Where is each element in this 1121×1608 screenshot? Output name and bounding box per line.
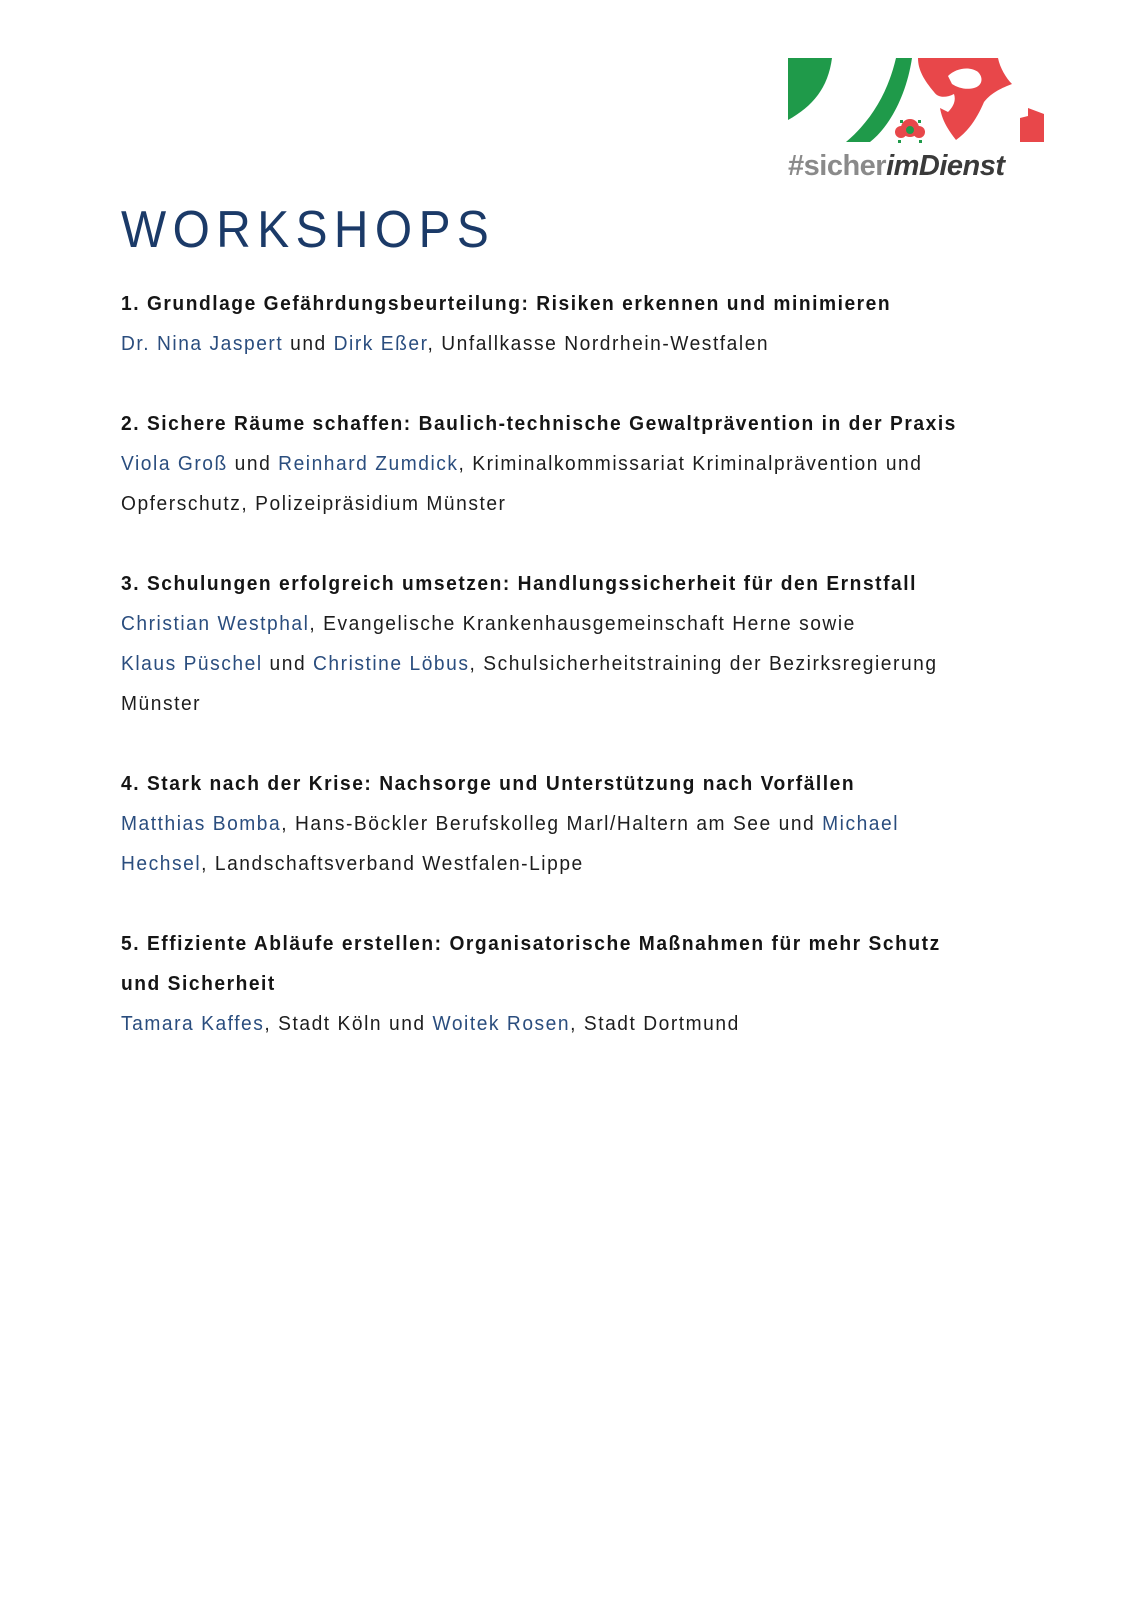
workshop-speakers xyxy=(121,324,966,364)
speaker-name: Christian Westphal xyxy=(121,613,310,635)
logo-text-im: im xyxy=(886,150,919,182)
speaker-affiliation: , Stadt Dortmund xyxy=(570,1013,740,1035)
workshop-speakers xyxy=(121,444,966,524)
speaker-affiliation: , Evangelische Krankenhausgemeinschaft Herne sowie xyxy=(309,613,856,635)
workshop-list xyxy=(121,284,1001,1084)
speaker-affiliation: , Hans-Böckler Berufskolleg Marl/Haltern am See und xyxy=(281,813,823,835)
speaker-name: Michael Hechsel xyxy=(121,813,900,875)
speaker-name: Christine Löbus xyxy=(313,653,470,675)
speaker-name: Matthias Bomba xyxy=(121,813,282,835)
rose-icon xyxy=(895,119,925,143)
workshop-title: 1. Grundlage Gefährdungsbeurteilung: Risiken erkennen und minimieren xyxy=(121,293,892,315)
workshop-speakers xyxy=(121,604,966,724)
workshop-item xyxy=(121,564,1001,724)
workshop-item xyxy=(121,924,1001,1044)
workshop-item xyxy=(121,404,1001,524)
logo-hashtag xyxy=(788,150,1005,183)
speaker-affiliation: , Kriminalkommissariat Kriminalprävention und Opferschutz, Polizeipräsidium Münster xyxy=(121,453,923,515)
speaker-affiliation: und xyxy=(283,333,334,355)
workshop-title: 3. Schulungen erfolgreich umsetzen: Handlungssicherheit für den Ernstfall xyxy=(121,573,917,595)
speaker-affiliation: und xyxy=(262,653,314,675)
workshop-title: 4. Stark nach der Krise: Nachsorge und Unterstützung nach Vorfällen xyxy=(121,773,856,795)
workshop-title: 2. Sichere Räume schaffen: Baulich-technische Gewaltprävention in der Praxis xyxy=(121,413,957,435)
page-title: WORKSHOPS xyxy=(121,201,496,259)
workshop-title: 5. Effiziente Abläufe erstellen: Organisatorische Maßnahmen für mehr Schutz und Sicherheit xyxy=(121,933,941,995)
speaker-affiliation: , Stadt Köln und xyxy=(264,1013,433,1035)
sicherimdienst-logo xyxy=(788,58,1046,188)
speaker-affiliation: , Unfallkasse Nordrhein-Westfalen xyxy=(427,333,770,355)
speaker-name: Tamara Kaffes xyxy=(121,1013,265,1035)
speaker-name: Woitek Rosen xyxy=(432,1013,571,1035)
nrw-emblem-icon xyxy=(788,58,1046,148)
red-corner-icon xyxy=(1020,108,1044,142)
workshop-speakers xyxy=(121,804,966,884)
speaker-name: Viola Groß xyxy=(121,453,228,475)
green-stripe-left-icon xyxy=(788,58,832,120)
workshop-speakers xyxy=(121,1004,966,1044)
speaker-name: Klaus Püschel xyxy=(121,653,263,675)
speaker-name: Dirk Eßer xyxy=(333,333,428,355)
speaker-name: Dr. Nina Jaspert xyxy=(121,333,284,355)
speaker-affiliation: , Landschaftsverband Westfalen-Lippe xyxy=(201,853,584,875)
logo-text-dienst: Dienst xyxy=(918,150,1005,182)
speaker-affiliation: , Schulsicherheitstraining der Bezirksregierung Münster xyxy=(121,653,938,715)
workshop-item xyxy=(121,764,1001,884)
speaker-name: Reinhard Zumdick xyxy=(278,453,459,475)
speaker-affiliation: und xyxy=(227,453,279,475)
logo-text-sicher: #sicher xyxy=(788,150,887,182)
workshop-item xyxy=(121,284,1001,364)
